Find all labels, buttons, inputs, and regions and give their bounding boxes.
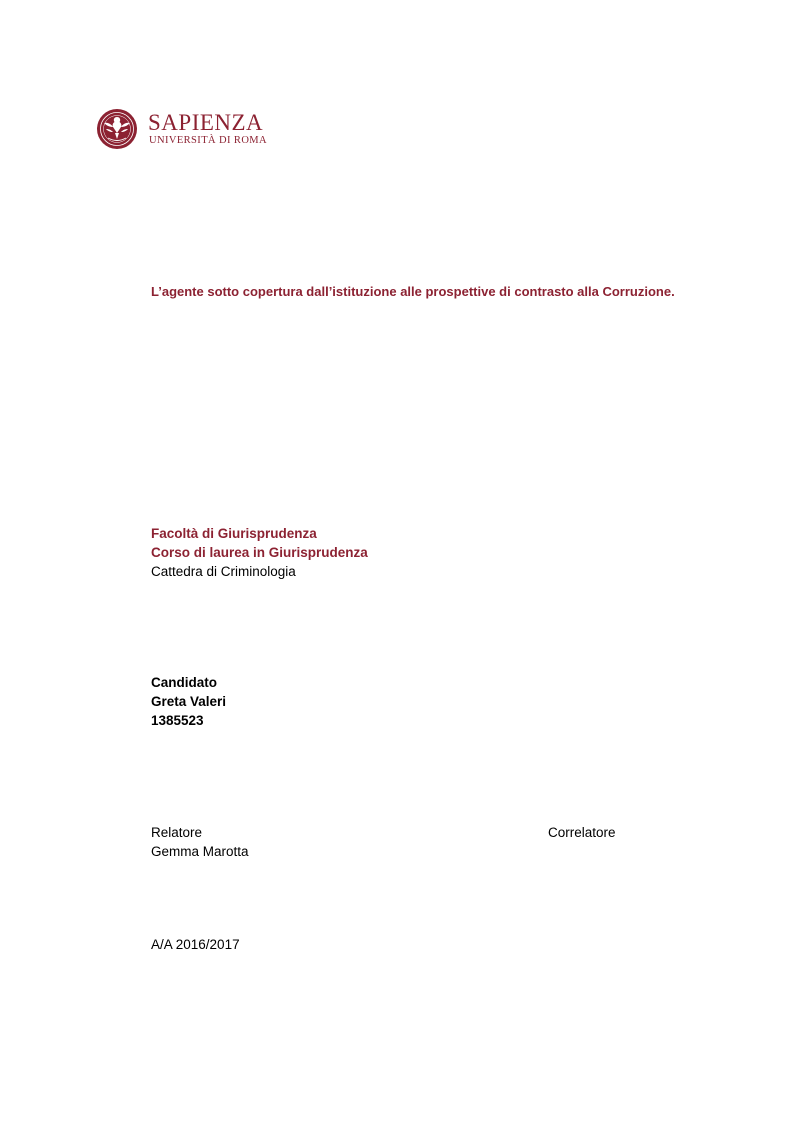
degree-course: Corso di laurea in Giurisprudenza	[151, 545, 368, 560]
candidate-id: 1385523	[151, 713, 204, 728]
relatore-name: Gemma Marotta	[151, 844, 249, 859]
relatore-label: Relatore	[151, 825, 203, 840]
university-name: SAPIENZA	[148, 110, 264, 135]
thesis-title: L’agente sotto copertura dall’istituzione alle prospettive di contrasto alla Corruzione.	[151, 284, 675, 299]
university-logo	[96, 105, 268, 155]
university-subtitle: UNIVERSITÀ DI ROMA	[149, 135, 268, 146]
candidate-label: Candidato	[151, 675, 217, 690]
chair-name: Cattedra di Criminologia	[151, 564, 296, 579]
university-seal-icon	[96, 105, 138, 153]
candidate-name: Greta Valeri	[151, 694, 227, 709]
correlatore-label: Correlatore	[548, 825, 616, 840]
academic-year: A/A 2016/2017	[151, 937, 240, 952]
faculty-name: Facoltà di Giurisprudenza	[151, 526, 317, 541]
